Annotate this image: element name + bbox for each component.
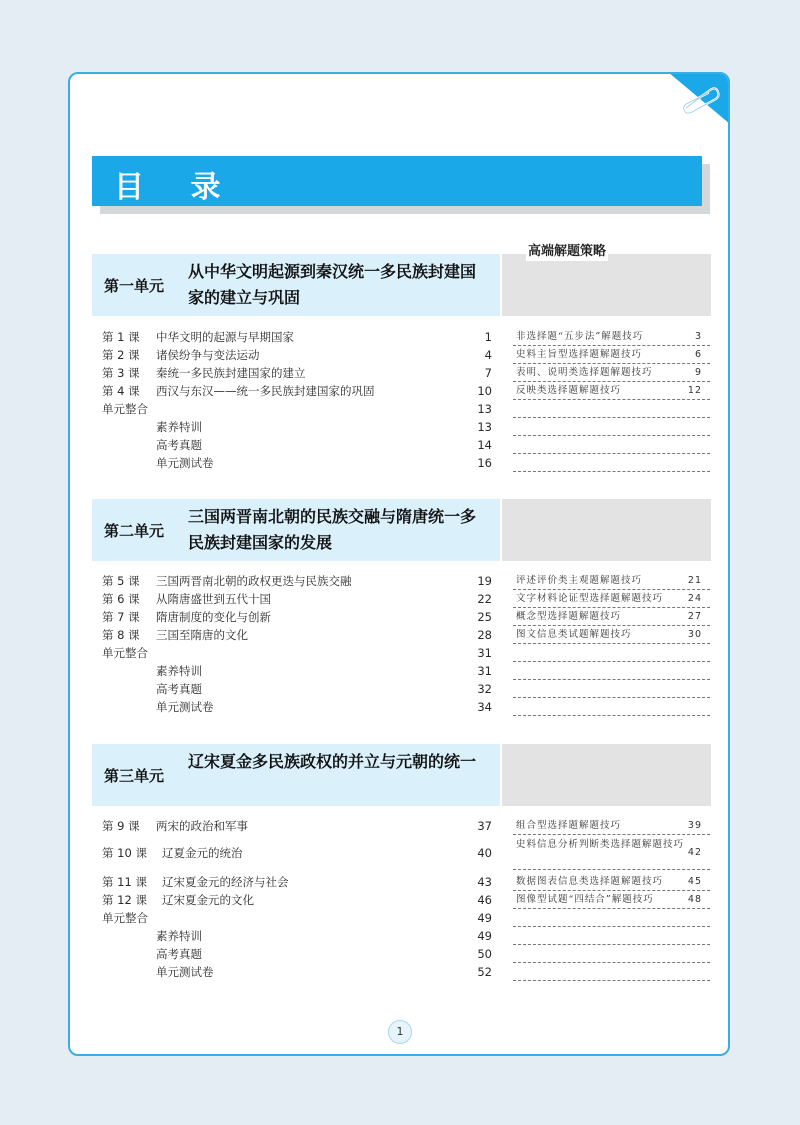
lesson-number: 第 8 课 (102, 628, 140, 642)
lesson-title: 三国至隋唐的文化 (156, 628, 248, 642)
lesson-page: 19 (477, 574, 492, 588)
strategy-row[interactable] (513, 328, 710, 346)
sub-item-title: 素养特训 (156, 929, 202, 943)
lesson-number: 第 11 课 (102, 875, 147, 889)
strategy-row[interactable] (513, 346, 710, 364)
strategy-blank-line (513, 662, 710, 680)
lesson-title: 秦统一多民族封建国家的建立 (156, 366, 306, 380)
lesson-number: 第 12 课 (102, 893, 147, 907)
strategy-page: 42 (687, 847, 702, 858)
lesson-title: 三国两晋南北朝的政权更迭与民族交融 (156, 574, 352, 588)
strategy-row[interactable] (513, 836, 710, 870)
sub-item-page: 50 (477, 947, 492, 961)
sub-item-title: 单元测试卷 (156, 700, 214, 714)
strategy-blank-line (513, 454, 710, 472)
strategy-blank-line (513, 698, 710, 716)
strategy-page: 21 (687, 575, 702, 586)
lesson-title: 中华文明的起源与早期国家 (156, 330, 294, 344)
strategy-column-label: 高端解题策略 (526, 238, 608, 261)
lesson-row[interactable] (102, 891, 492, 909)
toc-title-bar (92, 156, 702, 206)
sub-item-row[interactable] (102, 963, 492, 981)
strategy-page: 9 (694, 367, 702, 378)
page-title: 目 录 (114, 170, 239, 205)
strategy-page: 24 (687, 593, 702, 604)
strategy-blank-line (513, 963, 710, 981)
unit-number: 第三单元 (104, 767, 165, 785)
strategy-title: 组合型选择题解题技巧 (516, 820, 622, 831)
strategy-title: 图像型试题“四结合”解题技巧 (516, 894, 654, 905)
lesson-page: 4 (484, 348, 492, 362)
sub-item-page: 32 (477, 682, 492, 696)
strategy-page: 48 (687, 894, 702, 905)
sub-item-title: 素养特训 (156, 420, 202, 434)
strategy-blank-line (513, 400, 710, 418)
strategy-title: 评述评价类主观题解题技巧 (516, 575, 643, 586)
strategy-title: 图文信息类试题解题技巧 (516, 629, 632, 640)
unit-review-row[interactable] (102, 644, 492, 662)
unit-header (92, 254, 500, 316)
lesson-page: 10 (477, 384, 492, 398)
lesson-row[interactable] (102, 608, 492, 626)
sub-item-page: 14 (477, 438, 492, 452)
strategy-title: 表明、说明类选择题解题技巧 (516, 367, 653, 378)
sub-item-row[interactable] (102, 927, 492, 945)
unit-title: 三国两晋南北朝的民族交融与隋唐统一多民族封建国家的发展 (188, 507, 477, 552)
lesson-title: 诸侯纷争与变法运动 (156, 348, 260, 362)
lesson-row[interactable] (102, 382, 492, 400)
unit-header (92, 744, 500, 806)
unit-title: 辽宋夏金多民族政权的并立与元朝的统一 (188, 752, 477, 771)
strategy-row[interactable] (513, 817, 710, 835)
lesson-number: 第 6 课 (102, 592, 140, 606)
strategy-header-box (502, 254, 711, 316)
sub-item-page: 49 (477, 929, 492, 943)
sub-item-title: 高考真题 (156, 947, 202, 961)
strategy-blank-line (513, 436, 710, 454)
unit-review-page: 31 (477, 646, 492, 660)
lesson-page: 40 (477, 846, 492, 860)
sub-item-row[interactable] (102, 418, 492, 436)
strategy-row[interactable] (513, 572, 710, 590)
lesson-page: 43 (477, 875, 492, 889)
sub-item-row[interactable] (102, 662, 492, 680)
sub-item-row[interactable] (102, 680, 492, 698)
unit-number: 第二单元 (104, 522, 165, 540)
lesson-title: 辽宋夏金元的经济与社会 (162, 875, 289, 889)
lesson-page: 37 (477, 819, 492, 833)
strategy-blank-line (513, 927, 710, 945)
strategy-row[interactable] (513, 590, 710, 608)
lesson-title: 西汉与东汉——统一多民族封建国家的巩固 (156, 384, 375, 398)
unit-title: 从中华文明起源到秦汉统一多民族封建国家的建立与巩固 (188, 262, 477, 307)
lesson-number: 第 3 课 (102, 366, 140, 380)
strategy-blank-line (513, 945, 710, 963)
strategy-title: 非选择题“五步法”解题技巧 (516, 331, 644, 342)
strategy-row[interactable] (513, 626, 710, 644)
strategy-page: 6 (694, 349, 702, 360)
strategy-title: 文字材料论证型选择题解题技巧 (516, 593, 664, 604)
sub-item-page: 52 (477, 965, 492, 979)
lesson-number: 第 4 课 (102, 384, 140, 398)
lesson-row[interactable] (102, 346, 492, 364)
strategy-row[interactable] (513, 891, 710, 909)
lesson-row[interactable] (102, 590, 492, 608)
lesson-row[interactable] (102, 873, 492, 891)
strategy-header-box (502, 499, 711, 561)
sub-item-title: 单元测试卷 (156, 965, 214, 979)
lesson-row[interactable] (102, 844, 492, 862)
strategy-page: 12 (687, 385, 702, 396)
lesson-number: 第 2 课 (102, 348, 140, 362)
lesson-page: 1 (484, 330, 492, 344)
unit-review-title: 单元整合 (102, 402, 148, 416)
lesson-number: 第 5 课 (102, 574, 140, 588)
lesson-page: 7 (484, 366, 492, 380)
lesson-title: 辽夏金元的统治 (162, 846, 243, 860)
unit-review-row[interactable] (102, 400, 492, 418)
sub-item-row[interactable] (102, 454, 492, 472)
unit-header (92, 499, 500, 561)
strategy-blank-line (513, 680, 710, 698)
strategy-title: 反映类选择题解题技巧 (516, 385, 622, 396)
lesson-number: 第 1 课 (102, 330, 140, 344)
sub-item-page: 31 (477, 664, 492, 678)
sub-item-page: 16 (477, 456, 492, 470)
unit-review-row[interactable] (102, 909, 492, 927)
sub-item-page: 34 (477, 700, 492, 714)
strategy-title: 史料主旨型选择题解题技巧 (516, 349, 643, 360)
sub-item-row[interactable] (102, 945, 492, 963)
strategy-page: 30 (687, 629, 702, 640)
sub-item-row[interactable] (102, 698, 492, 716)
strategy-row[interactable] (513, 873, 710, 891)
lesson-title: 两宋的政治和军事 (156, 819, 248, 833)
sub-item-title: 素养特训 (156, 664, 202, 678)
strategy-page: 39 (687, 820, 702, 831)
strategy-title: 数据图表信息类选择题解题技巧 (516, 876, 664, 887)
toc-page (68, 72, 730, 1056)
lesson-page: 25 (477, 610, 492, 624)
lesson-number: 第 7 课 (102, 610, 140, 624)
sub-item-page: 13 (477, 420, 492, 434)
strategy-title: 概念型选择题解题技巧 (516, 611, 622, 622)
lesson-page: 28 (477, 628, 492, 642)
lesson-title: 辽宋夏金元的文化 (162, 893, 254, 907)
sub-item-title: 单元测试卷 (156, 456, 214, 470)
strategy-row[interactable] (513, 382, 710, 400)
lesson-number: 第 9 课 (102, 819, 140, 833)
lesson-row[interactable] (102, 364, 492, 382)
lesson-page: 46 (477, 893, 492, 907)
page-number: 1 (388, 1020, 412, 1044)
strategy-row[interactable] (513, 364, 710, 382)
strategy-blank-line (513, 909, 710, 927)
unit-number: 第一单元 (104, 277, 165, 295)
lesson-title: 从隋唐盛世到五代十国 (156, 592, 271, 606)
lesson-title: 隋唐制度的变化与创新 (156, 610, 271, 624)
strategy-blank-line (513, 418, 710, 436)
lesson-page: 22 (477, 592, 492, 606)
lesson-row[interactable] (102, 572, 492, 590)
unit-review-page: 49 (477, 911, 492, 925)
sub-item-title: 高考真题 (156, 682, 202, 696)
sub-item-title: 高考真题 (156, 438, 202, 452)
unit-review-title: 单元整合 (102, 911, 148, 925)
paperclip-icon (680, 84, 720, 114)
lesson-row[interactable] (102, 626, 492, 644)
lesson-row[interactable] (102, 328, 492, 346)
lesson-row[interactable] (102, 817, 492, 835)
strategy-row[interactable] (513, 608, 710, 626)
lesson-number: 第 10 课 (102, 846, 147, 860)
sub-item-row[interactable] (102, 436, 492, 454)
strategy-blank-line (513, 644, 710, 662)
strategy-page: 27 (687, 611, 702, 622)
unit-review-title: 单元整合 (102, 646, 148, 660)
strategy-title: 史料信息分析判断类选择题解题技巧 (516, 839, 685, 850)
strategy-page: 45 (687, 876, 702, 887)
strategy-header-box (502, 744, 711, 806)
unit-review-page: 13 (477, 402, 492, 416)
strategy-page: 3 (694, 331, 702, 342)
